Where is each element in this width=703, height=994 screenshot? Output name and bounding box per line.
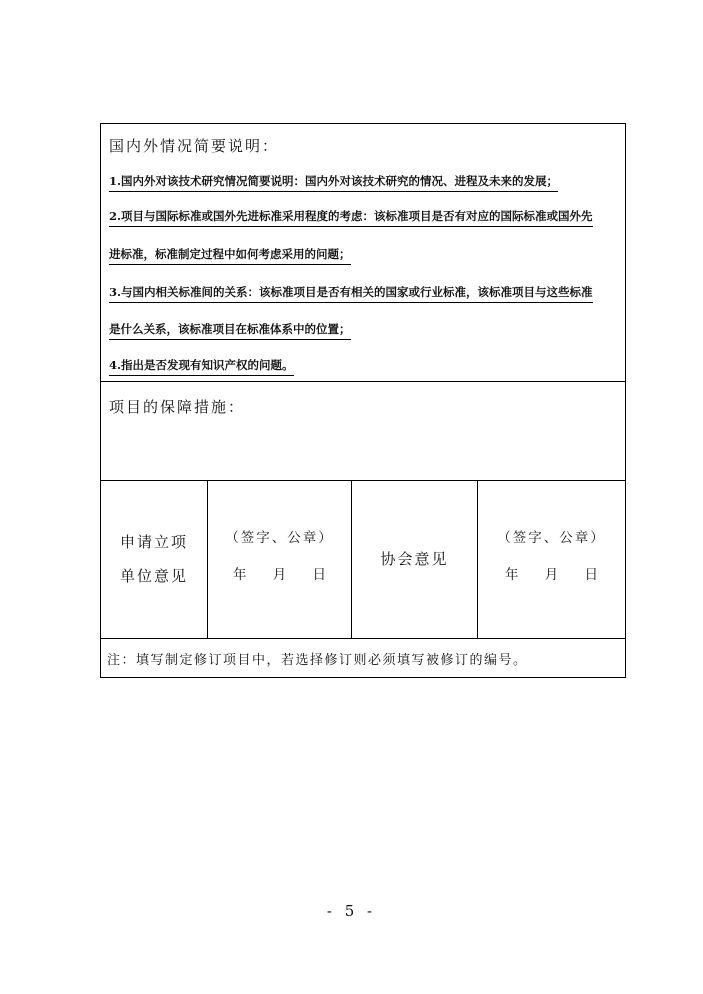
guarantee-section: [101, 382, 625, 481]
intl-line-3a: 3.与国内相关标准间的关系：该标准项目是否有相关的国家或行业标准，该标准项目与这些标准: [109, 284, 593, 303]
intl-situation-heading: 国内外情况简要说明：: [109, 137, 280, 155]
intl-situation-section: [101, 124, 625, 382]
intl-line-2a: 2.项目与国际标准或国外先进标准采用程度的考虑：该标准项目是否有对应的国际标准或国外先: [109, 208, 593, 227]
intl-line-4: 4.指出是否发现有知识产权的问题。: [109, 357, 294, 376]
apply-date-label: 年 月 日: [232, 567, 327, 583]
form-table: [100, 123, 626, 678]
association-date-label: 年 月 日: [504, 567, 599, 583]
apply-unit-sign-cell: [208, 481, 352, 638]
intl-line-1: 1.国内外对该技术研究情况简要说明：国内外对该技术研究的情况、进程及未来的发展；: [109, 173, 558, 192]
note-section: [101, 639, 625, 679]
guarantee-heading: 项目的保障措施：: [109, 398, 246, 416]
association-sign-label: （签字、公章）: [497, 530, 606, 546]
intl-line-2b: 进标准，标准制定过程中如何考虑采用的问题；: [109, 246, 351, 265]
association-sign-cell: [478, 481, 625, 638]
association-label: 协会意见: [380, 550, 449, 568]
apply-sign-label: （签字、公章）: [225, 530, 334, 546]
apply-label-line1: 申请立项: [119, 533, 188, 551]
intl-line-3b: 是什么关系，该标准项目在标准体系中的位置；: [109, 321, 351, 340]
note-text: 注：填写制定修订项目中，若选择修订则必须填写被修订的编号。: [107, 653, 528, 668]
association-label-cell: [352, 481, 478, 638]
page-number: - 5 -: [326, 902, 377, 920]
opinion-row: [101, 481, 625, 639]
apply-label-line2: 单位意见: [119, 567, 188, 585]
apply-unit-label-cell: [101, 481, 208, 638]
